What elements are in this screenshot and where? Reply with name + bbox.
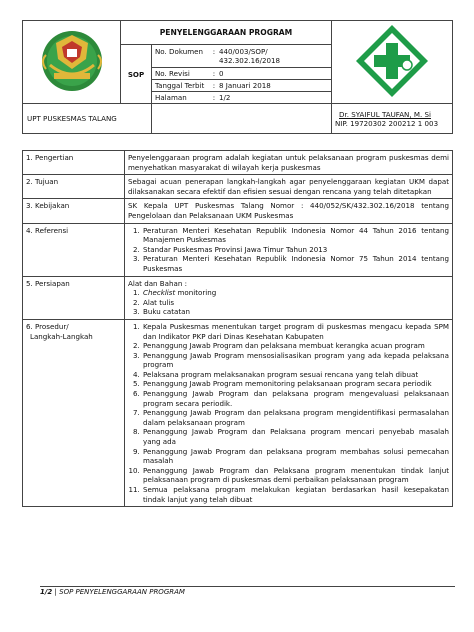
page-number: 1/2	[40, 588, 53, 596]
section-row	[23, 151, 453, 175]
meta-row: No. Dokumen : 440/003/SOP/ 432.302.16/2018	[152, 46, 331, 68]
sop-content-table	[22, 150, 453, 507]
procedure-list	[128, 322, 449, 504]
section-row	[23, 276, 453, 319]
list-item: 10. Penanggung Jawab Program dan Pelaksana program menentukan tindak lanjut pelaksanaan program di puskesmas demi perbaikan pelaksanaan program	[142, 466, 449, 485]
meta-row: Tanggal Terbit : 8 Januari 2018	[152, 80, 331, 92]
section-label: 5. Persiapan	[23, 276, 125, 319]
meta-row: No. Revisi : 0	[152, 68, 331, 80]
list-item: 2. Standar Puskesmas Provinsi Jawa Timur Tahun 2013	[142, 245, 449, 255]
signer-nip: NIP. 19720302 200212 1 003	[335, 118, 439, 128]
meta-key: No. Dokumen	[155, 46, 203, 56]
procedure-cell	[125, 319, 453, 506]
section-row	[23, 175, 453, 199]
section-label: 6. Prosedur/ Langkah-Langkah	[23, 319, 125, 506]
list-item: 8. Penanggung Jawab Program dan Pelaksana program mencari penyebab masalah yang ada	[142, 427, 449, 446]
section-row	[23, 199, 453, 223]
footer-divider	[40, 586, 455, 587]
section-text: Penyelenggaraan program adalah kegiatan untuk pelaksanaan program puskesmas demi menyehatkan masyarakat di wilayah kerja puskesmas	[125, 151, 453, 175]
list-item: 6. Penanggung Jawab Program dan pelaksana program mengevaluasi pelaksanaan program secara periodik.	[142, 389, 449, 408]
puskesmas-logo-icon	[352, 21, 432, 101]
signer-name: Dr. SYAIFUL TAUFAN, M. Si	[339, 109, 431, 119]
puskesmas-logo-cell	[332, 21, 453, 104]
section-label: 4. Referensi	[23, 223, 125, 276]
sop-label: SOP	[121, 45, 152, 104]
list-item: 11. Semua pelaksana program melakukan kegiatan berdasarkan hasil kesepakatan tindak lanjut yang telah dibuat	[142, 485, 449, 504]
signature-block	[332, 104, 453, 134]
preparation-cell	[125, 276, 453, 319]
list-item: 1. Peraturan Menteri Kesehatan Republik Indonesia Nomor 44 Tahun 2016 tentang Manajemen Puskesmas	[142, 226, 449, 245]
list-item: 3. Penanggung Jawab Program mensosialisasikan program yang ada kepada pelaksana program	[142, 351, 449, 370]
list-item: 2. Penanggung Jawab Program dan pelaksana membuat kerangka acuan program	[142, 341, 449, 351]
list-item: 1. Kepala Puskesmas menentukan target program di puskesmas mengacu kepada SPM dan Indikator PKP dari Dinas Kesehatan Kabupaten	[142, 322, 449, 341]
logo-cell	[23, 21, 121, 104]
meta-value: 440/003/SOP/ 432.302.16/2018	[219, 46, 281, 65]
list-item: 4. Pelaksana program melaksanakan program sesuai rencana yang telah dibuat	[142, 370, 449, 380]
list-item: 2. Alat tulis	[142, 298, 449, 308]
preparation-list	[128, 288, 449, 317]
meta-row: Halaman : 1/2	[155, 92, 231, 102]
reference-list	[128, 226, 449, 274]
section-text: Sebagai acuan penerapan langkah-langkah agar penyelenggaraan kegiatan UKM dapat dilaksanakan secara efektif dan efisien sesuai dengan rencana yang telah ditetapkan	[125, 175, 453, 199]
list-item: 3. Buku catatan	[142, 307, 449, 317]
list-item: 1. Checklist monitoring	[142, 288, 449, 298]
page-footer: 1/2 | SOP PENYELENGGARAAN PROGRAM	[40, 588, 185, 596]
list-item: 5. Penanggung Jawab Program memonitoring pelaksanaan program secara periodik	[142, 379, 449, 389]
preparation-intro: Alat dan Bahan :	[128, 278, 188, 288]
section-row	[23, 223, 453, 276]
footer-title: SOP PENYELENGGARAAN PROGRAM	[59, 588, 185, 596]
section-label: 2. Tujuan	[23, 175, 125, 199]
unit-name: UPT PUSKESMAS TALANG	[23, 104, 152, 134]
list-item: 7. Penanggung Jawab Program dan pelaksana program mengidentifikasi permasalahan dalam pelaksanaan program	[142, 408, 449, 427]
section-row	[23, 319, 453, 506]
meta-fields	[152, 45, 332, 104]
section-label: 1. Pengertian	[23, 151, 125, 175]
header-table	[22, 20, 453, 134]
list-item: 3. Peraturan Menteri Kesehatan Republik Indonesia Nomor 75 Tahun 2014 tentang Puskesmas	[142, 254, 449, 273]
section-label: 3. Kebijakan	[23, 199, 125, 223]
section-text: SK Kepala UPT Puskesmas Talang Nomor : 440/052/SK/432.302.16/2018 tentang Pengelolaan dan Pelaksanaan UKM Puskesmas	[125, 199, 453, 223]
regency-emblem-icon	[36, 25, 108, 97]
reference-list-cell	[125, 223, 453, 276]
doc-title: PENYELENGGARAAN PROGRAM	[121, 21, 332, 45]
list-item: 9. Penanggung Jawab Program dan pelaksana program membahas solusi pemecahan masalah	[142, 447, 449, 466]
